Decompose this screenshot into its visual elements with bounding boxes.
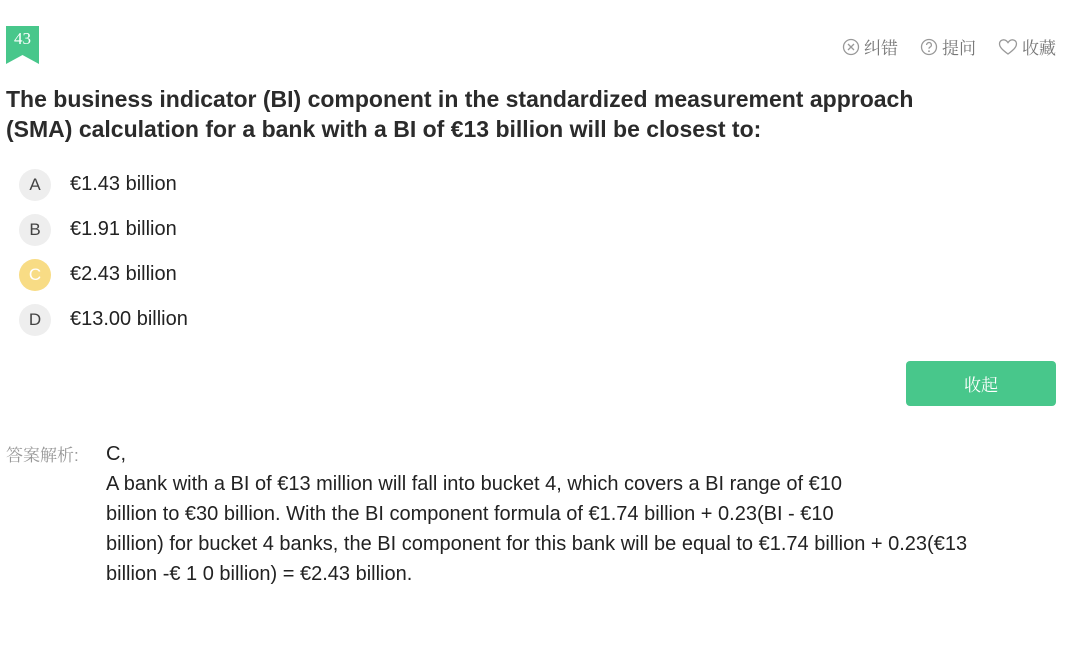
question-text: The business indicator (BI) component in the standardized measurement approach (SMA) calculation for a bank with a BI of €13 billion will be closest to: <box>6 86 914 142</box>
option-text: €1.43 billion <box>70 173 177 195</box>
analysis-answer: C, <box>106 443 126 465</box>
ask-button[interactable] <box>920 34 976 59</box>
question-number: 43 <box>14 29 31 48</box>
heart-icon <box>998 38 1018 56</box>
analysis-line: A bank with a BI of €13 million will fall into bucket 4, which covers a BI range of €10 <box>106 473 842 495</box>
analysis-line: billion -€ 1 0 billion) = €2.43 billion. <box>106 563 413 585</box>
close-circle-icon <box>842 38 860 56</box>
answer-analysis <box>106 439 1056 589</box>
option-d[interactable] <box>19 297 188 342</box>
option-text: €1.91 billion <box>70 218 177 240</box>
option-letter: B <box>19 214 51 246</box>
correction-button[interactable] <box>842 34 898 59</box>
collapse-button[interactable]: 收起 <box>906 361 1056 406</box>
option-b[interactable] <box>19 207 188 252</box>
option-a[interactable] <box>19 162 188 207</box>
option-text: €2.43 billion <box>70 263 177 285</box>
question-toolbar <box>842 34 1056 59</box>
option-text: €13.00 billion <box>70 308 188 330</box>
question-number-badge <box>6 26 39 64</box>
question-circle-icon <box>920 38 938 56</box>
option-letter: A <box>19 169 51 201</box>
favorite-button[interactable] <box>998 34 1056 59</box>
option-letter: D <box>19 304 51 336</box>
answer-options <box>19 162 188 342</box>
analysis-line: billion to €30 billion. With the BI component formula of €1.74 billion + 0.23(BI - €10 <box>106 503 834 525</box>
analysis-label: 答案解析: <box>6 446 79 465</box>
correction-label: 纠错 <box>864 39 898 58</box>
option-c[interactable] <box>19 252 188 297</box>
ask-label: 提问 <box>942 39 976 58</box>
option-letter-correct: C <box>19 259 51 291</box>
analysis-line: billion) for bucket 4 banks, the BI component for this bank will be equal to €1.74 billion + 0.23(€13 <box>106 533 968 555</box>
favorite-label: 收藏 <box>1022 39 1056 58</box>
